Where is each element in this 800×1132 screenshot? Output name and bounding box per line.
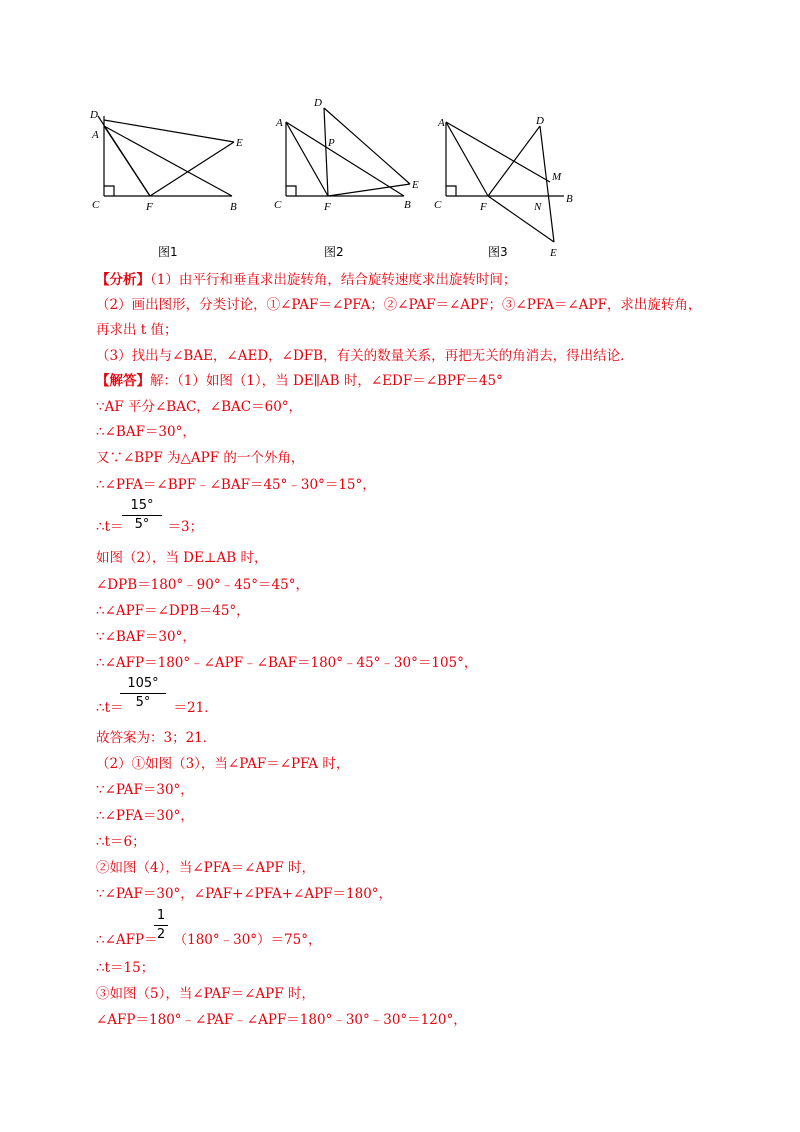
solution-line-17: ∴t＝6； — [96, 834, 146, 850]
fig3-line-de — [540, 126, 554, 242]
fig1-line-de — [104, 120, 234, 142]
fig1-label-b: B — [230, 201, 237, 213]
solution-line-23: ∠AFP＝180°﹣∠PAF﹣∠APF＝180°﹣30°﹣30°＝120°， — [96, 1012, 467, 1028]
analysis-line-1: 【分析】（1）由平行和垂直求出旋转角，结合旋转速度求出旋转时间； — [96, 272, 517, 288]
fig3-right-angle — [446, 186, 456, 196]
solution-line-10: ∵∠BAF＝30°， — [96, 629, 196, 645]
fig1-side-ab — [104, 126, 232, 196]
solution-line-2: ∵AF 平分∠BAC，∠BAC＝60°， — [96, 399, 303, 415]
solution-line-9: ∴∠APF＝∠DPB＝45°， — [96, 603, 250, 619]
solution-line-13: 故答案为：3；21． — [96, 730, 217, 746]
solution-line-15: ∵∠PAF＝30°， — [96, 782, 194, 798]
solution-line-22: ③如图（5），当∠PAF＝∠APF 时， — [96, 986, 315, 1002]
figures-row — [84, 90, 604, 265]
analysis-line-3: 再求出 t 值； — [96, 322, 178, 338]
solution-line-5: ∴∠PFA＝∠BPF﹣∠BAF＝45°﹣30°＝15°， — [96, 477, 376, 493]
solution-tag: 【解答】 — [96, 373, 150, 389]
fig1-right-angle — [104, 186, 114, 196]
figure-1 — [89, 109, 243, 259]
fig2-line-fe — [328, 184, 410, 196]
fig2-line-af — [286, 122, 328, 196]
fig1-label-f: F — [146, 201, 153, 213]
solution-line-18: ②如图（4），当∠PFA＝∠APF 时， — [96, 860, 315, 876]
solution-line-3: ∴∠BAF＝30°， — [96, 424, 196, 440]
solution-line-6: ∴t＝ ＝3； — [96, 519, 204, 535]
fig1-label-c: C — [92, 199, 100, 211]
fig2-label-c: C — [274, 199, 282, 211]
analysis-line-4: （3）找出与∠BAE，∠AED，∠DFB，有关的数量关系，再把无关的角消去，得出结论． — [96, 348, 634, 364]
figure-2-caption: 图2 — [324, 245, 344, 259]
figure-3-caption: 图3 — [488, 245, 508, 259]
solution-line-4: 又∵∠BPF 为△APF 的一个外角， — [96, 450, 305, 466]
fig3-label-d: D — [536, 115, 544, 127]
solution-line-8: ∠DPB＝180°﹣90°﹣45°＝45°， — [96, 577, 309, 593]
fig1-line-fe — [150, 142, 234, 196]
figure-2 — [274, 97, 419, 259]
solution-line-16: ∴∠PFA＝30°， — [96, 808, 194, 824]
analysis-tag: 【分析】 — [96, 272, 150, 288]
fig2-label-f: F — [324, 201, 331, 213]
solution-line-1: 【解答】解：（1）如图（1），当 DE∥AB 时，∠EDF＝∠BPF＝45° — [96, 373, 503, 389]
fraction-105-over-5: 105° 5° — [120, 676, 166, 711]
fig3-line-af — [446, 122, 488, 196]
fig3-line-df — [488, 126, 540, 196]
fig1-label-a: A — [92, 129, 99, 141]
fig2-label-e: E — [412, 179, 419, 191]
solution-line-20: ∴∠AFP＝ （180°﹣30°）＝75°， — [96, 932, 322, 948]
fig2-label-p: P — [328, 137, 335, 149]
fig3-label-c: C — [434, 199, 442, 211]
fig2-line-df — [324, 108, 328, 196]
fig3-label-b: B — [566, 193, 573, 205]
fig2-label-b: B — [404, 199, 411, 211]
fig3-label-a: A — [438, 117, 445, 129]
solution-line-19: ∵∠PAF＝30°，∠PAF+∠PFA+∠APF＝180°， — [96, 886, 393, 902]
solution-line-21: ∴t＝15； — [96, 960, 155, 976]
fig3-label-f: F — [480, 201, 487, 213]
figure-1-caption: 图1 — [158, 245, 178, 259]
fraction-15-over-5: 15° 5° — [122, 498, 162, 533]
solution-line-14: （2）①如图（3），当∠PAF＝∠PFA 时， — [96, 756, 350, 772]
fig3-line-fe — [488, 196, 554, 242]
fig2-side-ab — [286, 122, 404, 196]
analysis-line-2: （2）画出图形，分类讨论，①∠PAF＝∠PFA；②∠PAF＝∠APF；③∠PFA＝∠APF，求出旋转角， — [96, 297, 702, 313]
solution-line-11: ∴∠AFP＝180°﹣∠APF﹣∠BAF＝180°﹣45°﹣30°＝105°， — [96, 655, 478, 671]
figure-3 — [434, 115, 573, 259]
solution-line-7: 如图（2），当 DE⊥AB 时， — [96, 550, 268, 566]
fig1-label-e: E — [236, 137, 243, 149]
fig2-right-angle — [286, 186, 296, 196]
fig1-line-df — [98, 116, 150, 196]
fig3-side-ab — [446, 122, 550, 182]
fig1-label-d: D — [90, 109, 98, 121]
fig3-label-m: M — [552, 171, 562, 183]
fig3-label-n: N — [534, 201, 542, 213]
solution-line-12: ∴t＝ ＝21． — [96, 700, 218, 716]
fig2-label-d: D — [314, 97, 322, 109]
fraction-1-over-2: 1 2 — [154, 908, 168, 943]
geometry-figures — [84, 90, 604, 265]
fig3-label-e: E — [550, 247, 557, 259]
fig2-label-a: A — [276, 117, 283, 129]
